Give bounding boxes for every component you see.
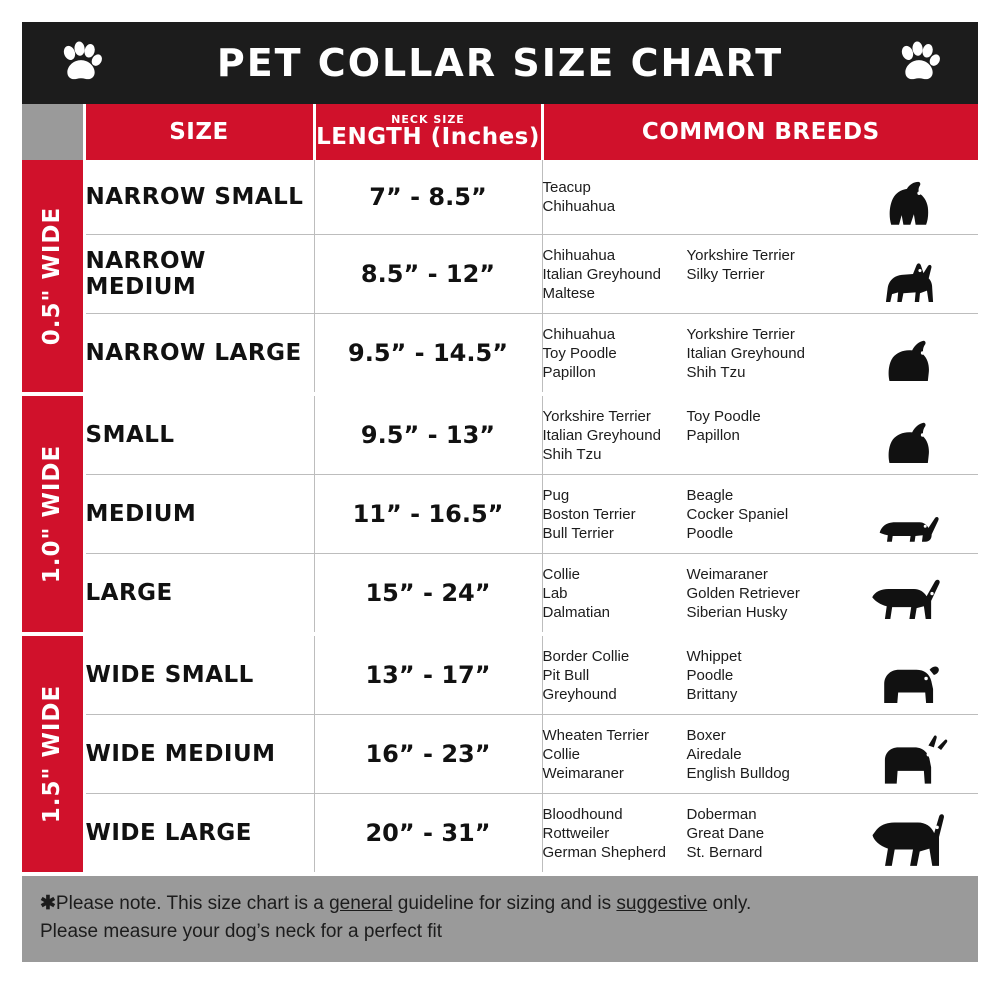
table-row: [22, 554, 978, 635]
cell-breeds: [542, 634, 978, 715]
breed-item: Shih Tzu: [686, 363, 746, 381]
table-row: [22, 715, 978, 794]
group-label-cell-2: [22, 634, 84, 874]
group-label: 1.5" WIDE: [39, 684, 66, 824]
breed-item: Great Dane: [686, 824, 765, 842]
breed-item: Whippet: [686, 647, 742, 665]
breed-item: Greyhound: [542, 685, 617, 703]
footer-emphasis-suggestive: suggestive: [616, 893, 708, 914]
footer-line-1: [40, 890, 960, 918]
column-header-length: [314, 104, 542, 160]
breed-item: Papillon: [542, 363, 596, 381]
breed-item: Shih Tzu: [542, 445, 602, 463]
breed-item: Pug: [542, 486, 570, 504]
footer-text-e: only.: [707, 893, 752, 914]
beagle-dog-icon: [858, 485, 968, 549]
breed-item: Silky Terrier: [686, 265, 765, 283]
footer-note: [22, 876, 978, 962]
cell-size: MEDIUM: [84, 475, 314, 554]
breed-item: Toy Poodle: [542, 344, 617, 362]
breed-item: Rottweiler: [542, 824, 610, 842]
doberman-dog-icon: [858, 804, 968, 868]
chart-header: [22, 22, 978, 104]
breed-item: Poodle: [686, 666, 734, 684]
breed-item: Italian Greyhound: [686, 344, 805, 362]
asterisk-icon: ✱: [40, 893, 56, 914]
breed-item: Collie: [542, 565, 581, 583]
breed-column-2: [687, 486, 837, 543]
breed-column-2: [687, 178, 837, 216]
group-label: 0.5" WIDE: [39, 206, 66, 346]
breed-column-2: [687, 325, 837, 382]
breed-item: Teacup: [542, 179, 591, 196]
footer-text-a: Please note. This size chart is a: [55, 893, 330, 914]
column-header-length-sub: NECK SIZE: [391, 113, 465, 126]
table-row: [22, 475, 978, 554]
breed-item: Boston Terrier: [542, 505, 636, 523]
table-body: [22, 160, 978, 874]
cell-length: 15” - 24”: [314, 554, 542, 635]
footer-emphasis-general: general: [329, 893, 393, 914]
breed-item: Cocker Spaniel: [686, 505, 789, 523]
cell-breeds: [542, 715, 978, 794]
group-label-cell-0: [22, 160, 84, 394]
cell-size: WIDE MEDIUM: [84, 715, 314, 794]
column-header-wide: [22, 104, 84, 160]
breed-item: Poodle: [686, 524, 734, 542]
breed-item: Italian Greyhound: [542, 265, 661, 283]
breed-item: Weimaraner: [542, 764, 624, 782]
breed-column-1: [543, 246, 687, 303]
breed-column-2: [687, 565, 837, 622]
breed-column-2: [687, 726, 837, 783]
table-row: [22, 314, 978, 395]
chihuahua-dog-icon: [858, 245, 968, 309]
breed-item: Yorkshire Terrier: [686, 246, 795, 264]
boxer-dog-icon: [858, 725, 968, 789]
breed-item: Dalmatian: [542, 603, 611, 621]
breed-item: Toy Poodle: [686, 407, 761, 425]
pitbull-dog-icon: [858, 646, 968, 710]
breed-item: Bloodhound: [542, 805, 623, 823]
table-row: [22, 634, 978, 715]
breed-item: Boxer: [686, 726, 726, 744]
breed-item: Airedale: [686, 745, 742, 763]
group-label-cell-1: [22, 394, 84, 634]
yorkie-dog-icon: [858, 166, 968, 230]
breed-column-2: [687, 647, 837, 704]
breed-item: Golden Retriever: [686, 584, 800, 602]
breed-column-2: [687, 407, 837, 464]
breed-item: Beagle: [686, 486, 734, 504]
breed-item: Chihuahua: [542, 325, 616, 343]
breed-item: Yorkshire Terrier: [542, 407, 651, 425]
breed-item: Brittany: [686, 685, 738, 703]
breed-item: Lab: [542, 584, 568, 602]
breed-item: Yorkshire Terrier: [686, 325, 795, 343]
footer-line-2: Please measure your dog’s neck for a perfect fit: [40, 921, 443, 942]
cell-size: SMALL: [84, 394, 314, 475]
breed-item: Wheaten Terrier: [542, 726, 649, 744]
cell-length: 9.5” - 13”: [314, 394, 542, 475]
breed-column-1: [543, 178, 687, 216]
breed-column-1: [543, 565, 687, 622]
page-title: PET COLLAR SIZE CHART: [216, 41, 784, 85]
cell-size: NARROW SMALL: [84, 160, 314, 235]
cell-breeds: [542, 394, 978, 475]
cell-length: 9.5” - 14.5”: [314, 314, 542, 395]
column-header-length-main: LENGTH (Inches): [316, 124, 540, 150]
breed-item: Bull Terrier: [542, 524, 614, 542]
retriever-dog-icon: [858, 564, 968, 628]
breed-item: Chihuahua: [542, 246, 616, 264]
breed-item: Italian Greyhound: [542, 426, 661, 444]
column-header-size: SIZE: [84, 104, 314, 160]
breed-column-2: [687, 246, 837, 303]
cell-breeds: [542, 235, 978, 314]
table-row: [22, 235, 978, 314]
cell-breeds: [542, 314, 978, 395]
breed-column-1: [543, 325, 687, 382]
breed-item: Pit Bull: [542, 666, 590, 684]
breed-column-1: [543, 407, 687, 464]
breed-item: Border Collie: [542, 647, 630, 665]
cell-breeds: [542, 794, 978, 875]
breed-item: St. Bernard: [686, 843, 763, 861]
cell-size: NARROW MEDIUM: [84, 235, 314, 314]
breed-item: Collie: [542, 745, 581, 763]
papillon-dog-icon: [858, 406, 968, 470]
breed-item: Weimaraner: [686, 565, 768, 583]
cell-length: 13” - 17”: [314, 634, 542, 715]
cell-breeds: [542, 160, 978, 235]
cell-length: 16” - 23”: [314, 715, 542, 794]
cell-breeds: [542, 475, 978, 554]
breed-column-1: [543, 726, 687, 783]
group-label: 1.0" WIDE: [39, 444, 66, 584]
breed-item: Chihuahua: [542, 198, 616, 215]
breed-item: Papillon: [686, 426, 740, 444]
cell-length: 11” - 16.5”: [314, 475, 542, 554]
breed-column-1: [543, 486, 687, 543]
cell-breeds: [542, 554, 978, 635]
table-row: [22, 160, 978, 235]
cell-length: 7” - 8.5”: [314, 160, 542, 235]
cell-size: NARROW LARGE: [84, 314, 314, 395]
table-row: [22, 794, 978, 875]
breed-item: Siberian Husky: [686, 603, 788, 621]
breed-item: Maltese: [542, 284, 596, 302]
table-row: [22, 394, 978, 475]
breed-item: German Shepherd: [542, 843, 666, 861]
breed-column-2: [687, 805, 837, 862]
column-header-breeds: COMMON BREEDS: [542, 104, 978, 160]
breed-column-1: [543, 805, 687, 862]
size-table: [22, 104, 978, 876]
cell-length: 8.5” - 12”: [314, 235, 542, 314]
footer-text-c: guideline for sizing and is: [392, 893, 617, 914]
cell-length: 20” - 31”: [314, 794, 542, 875]
cell-size: LARGE: [84, 554, 314, 635]
paw-icon: [58, 40, 104, 86]
table-header-row: [22, 104, 978, 160]
breed-column-1: [543, 647, 687, 704]
papillon-dog-icon: [858, 324, 968, 388]
paw-icon: [896, 40, 942, 86]
cell-size: WIDE SMALL: [84, 634, 314, 715]
cell-size: WIDE LARGE: [84, 794, 314, 875]
breed-item: Doberman: [686, 805, 757, 823]
breed-item: English Bulldog: [686, 764, 790, 782]
